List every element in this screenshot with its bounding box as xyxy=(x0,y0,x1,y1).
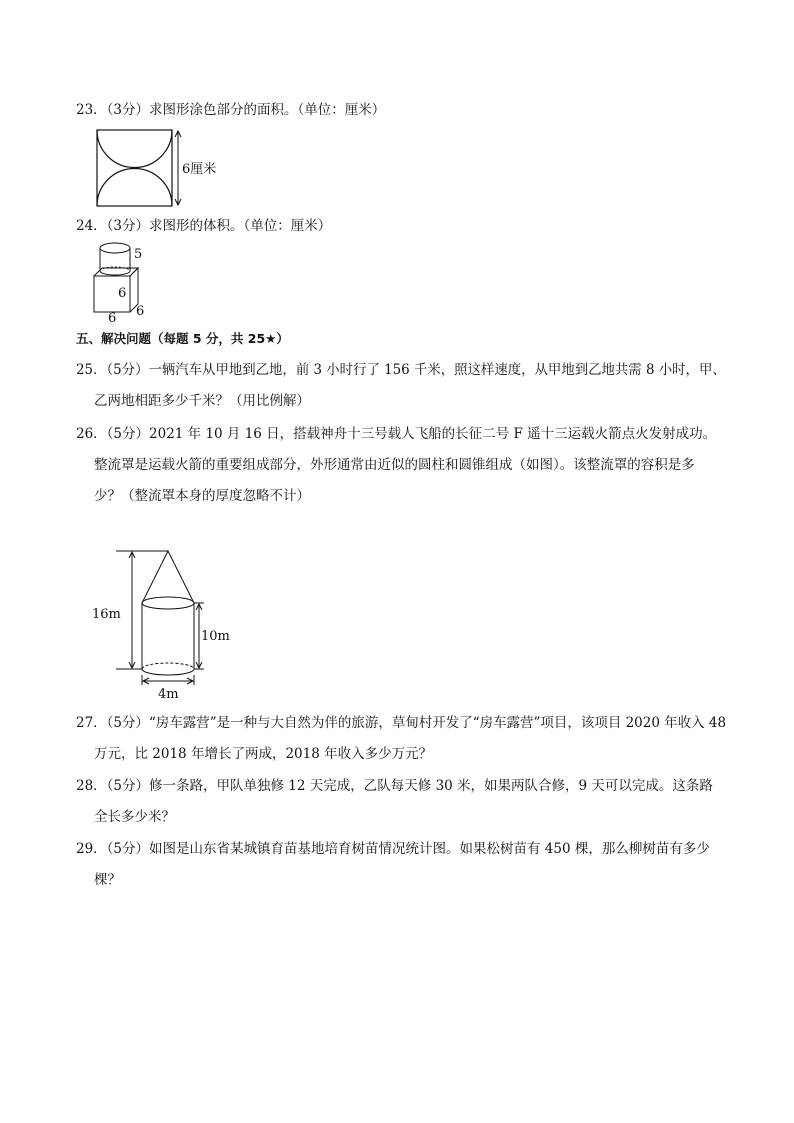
q24-cube-depth-label: 6 xyxy=(136,304,145,319)
q23-side-label: 6厘米 xyxy=(182,162,217,177)
q26-line1: 26．（5分）2021 年 10 月 16 日，搭载神舟十三号载人飞船的长征二号 F 遥十三运载火箭点火发射成功。 xyxy=(76,426,717,442)
q26-line3: 少？（整流罩本身的厚度忽略不计） xyxy=(94,488,310,504)
q26-cone xyxy=(142,551,194,603)
q24-cylinder-bottom-front xyxy=(100,271,130,275)
q23-figure xyxy=(96,128,236,208)
q24-cube-width-label: 6 xyxy=(108,311,117,326)
q27-line2: 万元，比 2018 年增长了两成，2018 年收入多少万元？ xyxy=(94,746,433,762)
q29-line2: 棵？ xyxy=(94,872,121,888)
q24-cylinder-height-label: 5 xyxy=(134,247,143,262)
q24-cylinder-top xyxy=(100,243,130,253)
q29-line1: 29．（5分）如图是山东省某城镇育苗基地培育树苗情况统计图。如果松树苗有 450 棵，那么柳树苗有多少 xyxy=(76,841,710,857)
q28-line2: 全长多少米？ xyxy=(94,809,175,825)
q27-line1: 27．（5分）“房车露营”是一种与大自然为伴的旅游，草甸村开发了“房车露营”项目，该项目 2020 年收入 48 xyxy=(76,715,727,731)
q26-cylinder-bottom-back xyxy=(142,663,194,669)
q26-diameter-label: 4m xyxy=(158,687,179,702)
q23-text: 23．（3分）求图形涂色部分的面积。（单位：厘米） xyxy=(76,102,386,118)
q26-figure xyxy=(90,548,250,703)
section5-heading: 五、解决问题（每题 5 分，共 25★） xyxy=(76,331,289,346)
q24-cube-height-label: 6 xyxy=(118,286,127,301)
q25-line2: 乙两地相距多少千米？（用比例解） xyxy=(94,393,310,409)
q28-line1: 28．（5分）修一条路，甲队单独修 12 天完成，乙队每天修 30 米，如果两队合修，9 天可以完成。这条路 xyxy=(76,778,713,794)
q26-total-height-label: 16m xyxy=(92,607,121,622)
q26-cylinder-bottom-front xyxy=(142,669,194,675)
q26-cylinder-height-label: 10m xyxy=(201,629,230,644)
q26-cylinder-top xyxy=(142,597,194,609)
q24-figure xyxy=(90,240,160,324)
q26-line2: 整流罩是运载火箭的重要组成部分，外形通常由近似的圆柱和圆锥组成（如图）。该整流罩的容积是多 xyxy=(94,457,695,473)
q25-line1: 25．（5分）一辆汽车从甲地到乙地，前 3 小时行了 156 千米，照这样速度，从甲地到乙地共需 8 小时，甲、 xyxy=(76,362,726,378)
q24-text: 24．（3分）求图形的体积。（单位：厘米） xyxy=(76,218,332,234)
